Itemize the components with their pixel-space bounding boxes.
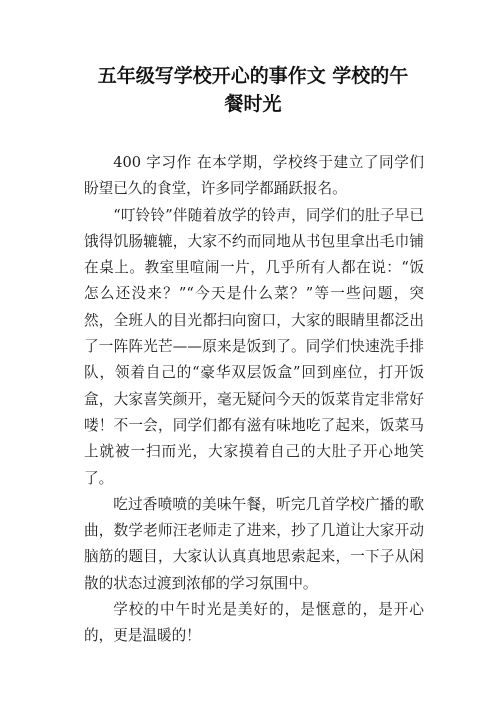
- paragraph-2: “叮铃铃”伴随着放学的铃声，同学们的肚子早已饿得饥肠辘辘，大家不约而同地从书包里拿出毛巾铺在桌上。教室里喧闹一片，几乎所有人都在说：“饭怎么还没来？”“今天是什么菜？”等一些问题，突然，全班人的目光都扫向窗口，大家的眼睛里都泛出了一阵阵光芒——原来是饭到了。同学们快速洗手排队，领着自己的“豪华双层饭盒”回到座位，打开饭盒，大家喜笑颜开，毫无疑问今天的饭菜肯定非常好喽！不一会，同学们都有滋有味地吃了起来，饭菜马上就被一扫而光，大家摸着自己的大肚子开心地笑了。: [84, 206, 424, 487]
- title-line-1: 五年级写学校开心的事作文 学校的午: [97, 65, 409, 87]
- paragraph-3: 吃过香喷喷的美味午餐，听完几首学校广播的歌曲，数学老师汪老师走了进来，抄了几道让大家开动脑筋的题目，大家认认真真地思索起来，一下子从闲散的状态过渡到浓郁的学习氛围中。: [84, 495, 424, 592]
- article-body: [84, 150, 424, 650]
- paragraph-1: 400 字习作 在本学期，学校终于建立了同学们盼望已久的食堂，许多同学都踊跃报名。: [84, 154, 424, 198]
- document-title: [68, 62, 438, 118]
- title-line-2: 餐时光: [224, 93, 282, 115]
- paragraph-4: 学校的中午时光是美好的，是惬意的，是开心的，更是温暖的！: [84, 601, 424, 645]
